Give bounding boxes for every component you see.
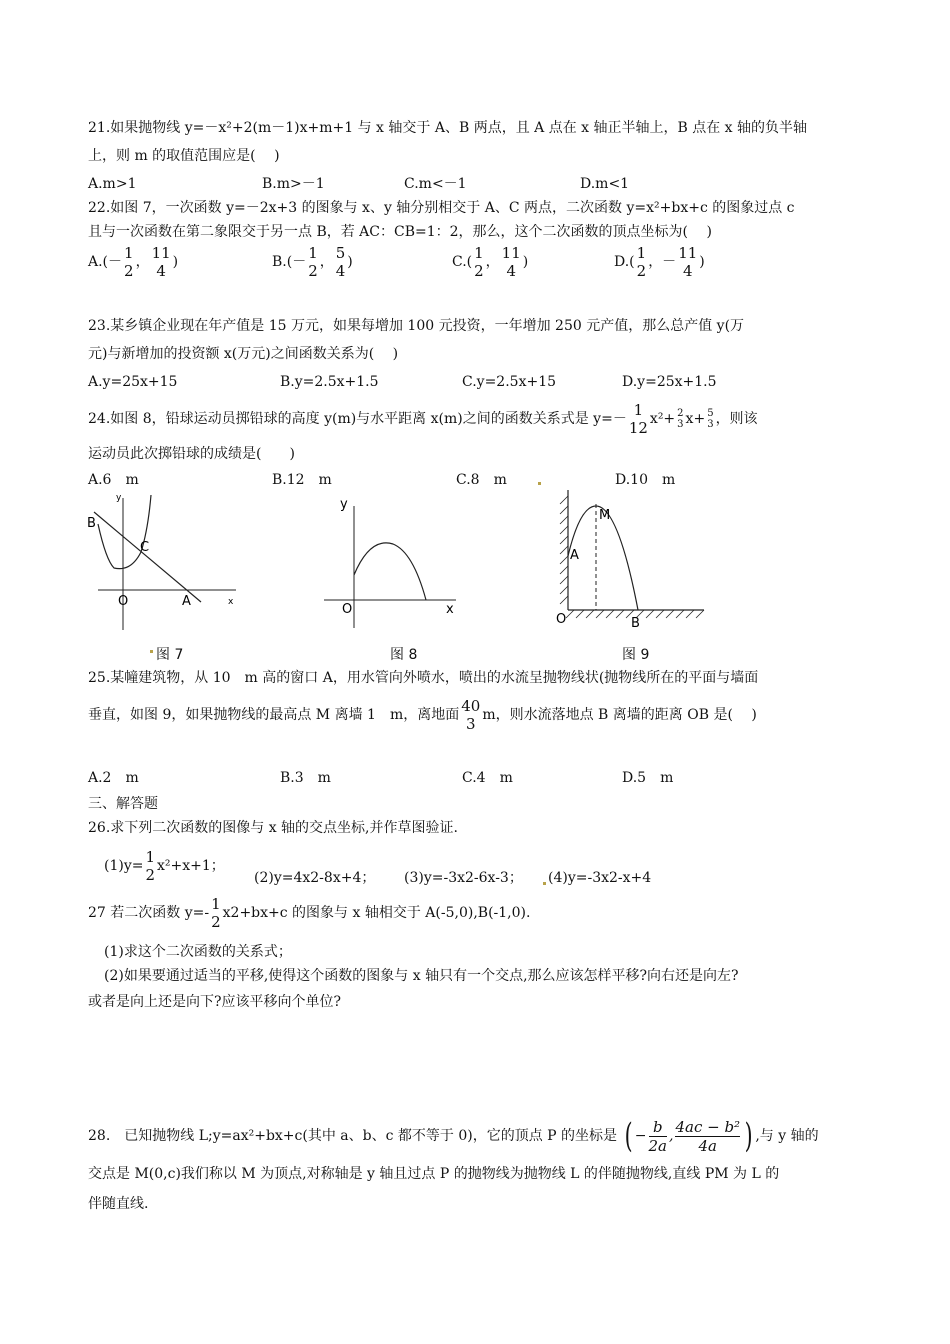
q24-option-b: B.12 m (272, 472, 332, 488)
fig8-trajectory (354, 543, 426, 600)
q21-line2: 上，则 m 的取值范围应是( ) (88, 148, 280, 164)
q28-pre: 28. 已知抛物线 L;y=ax²+bx+c(其中 a、b、c 都不等于 0)，它的顶点 P 的坐标是 (88, 1128, 618, 1144)
q22-line1: 22.如图 7，一次函数 y=－2x+3 的图象与 x、y 轴分别相交于 A、C 两点，二次函数 y=x²+bx+c 的图象过点 c (88, 200, 795, 216)
q28-vertex-x (649, 1118, 668, 1155)
q27-line4: 或者是向上还是向下?应该平移向个单位? (88, 994, 342, 1010)
q26-part3: (3)y=-3x2-6x-3； (404, 870, 523, 886)
q26-p1-n: 1 (145, 848, 156, 866)
figure-8 (318, 492, 468, 632)
q24-option-a: A.6 m (88, 472, 139, 488)
q27-fd: 2 (211, 913, 221, 931)
q23-line2: 元)与新增加的投资额 x(万元)之间函数关系为( ) (88, 346, 399, 362)
speck-mark (150, 650, 153, 653)
q23-option-a: A.y=25x+15 (88, 374, 178, 390)
q27-fn: 1 (211, 895, 221, 913)
q22-a-suffix: ) (172, 254, 179, 270)
q22-a-d2: 4 (156, 262, 166, 280)
fig9-label-b: B (631, 616, 640, 631)
q26-part4: (4)y=-3x2-x+4 (548, 870, 652, 886)
q21-option-c: C.m<－1 (404, 176, 467, 192)
q22-c-d2: 4 (506, 262, 516, 280)
q26-p1-frac (145, 848, 155, 884)
q22-c-suffix: ) (522, 254, 529, 270)
q25-frac (461, 697, 480, 733)
q22-d-sep: ，－ (648, 254, 677, 270)
q22-c-sep: ， (485, 254, 500, 270)
q22-b-frac2 (336, 244, 346, 280)
q22-b-sep: ， (319, 254, 334, 270)
q22-b-n2: 5 (335, 244, 346, 262)
q27-line3: (2)如果要通过适当的平移,使得这个函数的图象与 x 轴只有一个交点,那么应该怎样平移?向右还是向左? (104, 968, 739, 984)
section-heading: 三、解答题 (88, 796, 158, 812)
q22-d-n2: 11 (678, 244, 698, 262)
q28-post: ,与 y 轴的 (755, 1128, 819, 1144)
q24-mid2: x+ (685, 411, 706, 427)
q24-f2n: 2 (677, 408, 684, 419)
q24-post: ，则该 (715, 411, 758, 427)
q25-option-c: C.4 m (462, 770, 513, 786)
q27-line2: (1)求这个二次函数的关系式； (104, 944, 292, 960)
q25-line1: 25.某幢建筑物，从 10 m 高的窗口 A，用水管向外喷水，喷出的水流呈抛物线状(抛物线所在的平面与墙面 (88, 670, 759, 686)
q22-d-n1: 1 (636, 244, 647, 262)
q28-paren-left: ( (624, 1116, 633, 1156)
q22-option-a (88, 244, 178, 280)
q23-line1: 23.某乡镇企业现在年产值是 15 万元，如果每增加 100 元投资，一年增加 250 元产值，那么总产值 y(万 (88, 318, 745, 334)
fig9-label-m: M (599, 508, 611, 523)
fig8-caption: 图 8 (390, 647, 418, 663)
q28-line3: 伴随直线. (88, 1196, 149, 1212)
q22-c-frac1 (474, 244, 484, 280)
q21-option-a: A.m>1 (88, 176, 137, 192)
fig7-label-a: A (182, 594, 191, 609)
fig8-label-o: O (342, 602, 353, 617)
q22-d-d1: 2 (636, 262, 647, 280)
q27-pre: 27 若二次函数 y=- (88, 905, 210, 921)
q22-a-sep: ， (135, 254, 150, 270)
q28-v1n: b (652, 1117, 663, 1136)
fig7-caption: 图 7 (156, 647, 184, 663)
q24-f1n: 1 (633, 401, 644, 419)
q24-option-d: D.10 m (615, 472, 676, 488)
fig7-label-b: B (87, 516, 96, 531)
q24-mid1: x²+ (649, 411, 676, 427)
q25-line2 (88, 692, 890, 738)
fig9-caption: 图 9 (622, 647, 650, 663)
q26-part2: (2)y=4x2-8x+4； (254, 870, 376, 886)
q22-b-d1: 2 (308, 262, 318, 280)
q22-b-prefix: B.(－ (272, 254, 307, 270)
q26-p1-pre: (1)y= (104, 858, 144, 874)
q26-part1 (104, 846, 225, 886)
q25-fn: 40 (461, 697, 481, 715)
q22-option-d (614, 244, 705, 280)
q22-b-n1: 1 (308, 244, 318, 262)
fig7-label-c: C (140, 540, 150, 555)
q26-line1: 26.求下列二次函数的图像与 x 轴的交点坐标,并作草图验证. (88, 820, 458, 836)
q25-option-a: A.2 m (88, 770, 139, 786)
q23-option-d: D.y=25x+1.5 (622, 374, 717, 390)
q28-v1d: 2a (648, 1136, 667, 1155)
q28-vertex: − $\frac{b}{2a}$ , $\frac{\text{4ac − b²}}{4a}$ (634, 1117, 741, 1155)
fig8-label-x: x (446, 602, 454, 617)
figure-7 (86, 490, 246, 635)
q22-b-frac1 (308, 244, 318, 280)
q25-option-d: D.5 m (622, 770, 674, 786)
q24-f1d: 12 (628, 419, 648, 437)
q24-line2: 运动员此次掷铅球的成绩是( ) (88, 446, 295, 462)
q22-c-n1: 1 (474, 244, 484, 262)
q27-line1 (88, 890, 890, 936)
fig8-label-y: y (340, 497, 348, 512)
speck-mark (538, 482, 541, 485)
q22-c-d1: 2 (474, 262, 484, 280)
q21-option-b: B.m>－1 (262, 176, 325, 192)
q22-line2: 且与一次函数在第二象限交于另一点 B，若 AC：CB=1：2，那么，这个二次函数的顶点坐标为( ) (88, 224, 712, 240)
q25-post: m，则水流落地点 B 离墙的距离 OB 是( ) (482, 707, 757, 723)
figure-9 (552, 486, 712, 636)
q22-d-frac1 (637, 244, 647, 280)
q22-option-b (272, 244, 353, 280)
q28-v2n: 4ac − b² (675, 1117, 741, 1136)
q22-a-prefix: A.(－ (88, 254, 123, 270)
q22-option-c (452, 244, 528, 280)
q22-b-suffix: ) (347, 254, 353, 270)
q28-line2: 交点是 M(0,c)我们称以 M 为顶点,对称轴是 y 轴且过点 P 的抛物线为抛物线 L 的伴随抛物线,直线 PM 为 L 的 (88, 1166, 780, 1182)
q23-option-c: C.y=2.5x+15 (462, 374, 557, 390)
fig7-label-x: x (228, 597, 234, 607)
q22-d-d2: 4 (682, 262, 693, 280)
q27-frac (211, 895, 221, 931)
q28-vertex-y (675, 1118, 740, 1155)
q25-fd: 3 (466, 715, 476, 733)
q24-f2d: 3 (677, 419, 684, 430)
q24-pre: 24.如图 8，铅球运动员掷铅球的高度 y(m)与水平距离 x(m)之间的函数关系式是 y=－ (88, 411, 627, 427)
q24-frac2 (677, 408, 683, 430)
q22-d-frac2 (678, 244, 697, 280)
fig9-label-a: A (570, 548, 579, 563)
q24-f3n: 5 (707, 408, 714, 419)
q26-p1-post: x²+x+1； (157, 858, 225, 874)
q24-frac3 (707, 408, 713, 430)
q26-p1-d: 2 (145, 866, 156, 884)
fig9-wall-hatch (560, 496, 568, 604)
q25-option-b: B.3 m (280, 770, 331, 786)
q24-line1 (88, 396, 890, 442)
fig7-label-o: O (118, 594, 129, 609)
q28-paren-right: ) (744, 1116, 753, 1156)
q22-a-n2: 11 (151, 244, 171, 262)
q27-post: x2+bx+c 的图象与 x 轴相交于 A(-5,0),B(-1,0). (222, 905, 531, 921)
q22-a-n1: 1 (124, 244, 134, 262)
q24-frac1 (629, 401, 648, 437)
speck-mark (543, 882, 546, 885)
q28-v2d: 4a (675, 1136, 740, 1155)
q22-a-d1: 2 (124, 262, 134, 280)
q24-option-c: C.8 m (456, 472, 507, 488)
q22-a-frac1 (124, 244, 134, 280)
q22-c-prefix: C.( (452, 254, 473, 270)
q23-option-b: B.y=2.5x+1.5 (280, 374, 379, 390)
fig7-label-y: y (116, 493, 122, 503)
fig9-label-o: O (556, 612, 567, 627)
q22-b-d2: 4 (335, 262, 346, 280)
q22-d-prefix: D.( (614, 254, 635, 270)
q22-c-n2: 11 (501, 244, 521, 262)
q21-line1: 21.如果抛物线 y=－x²+2(m－1)x+m+1 与 x 轴交于 A、B 两点，且 A 点在 x 轴正半轴上，B 点在 x 轴的负半轴 (88, 120, 808, 136)
q22-a-frac2 (152, 244, 171, 280)
q25-pre: 垂直，如图 9，如果抛物线的最高点 M 离墙 1 m，离地面 (88, 707, 460, 723)
q22-d-suffix: ) (699, 254, 705, 270)
q21-option-d: D.m<1 (580, 176, 630, 192)
q24-f3d: 3 (707, 419, 714, 430)
q22-c-frac2 (502, 244, 521, 280)
fig7-parabola (98, 495, 151, 569)
